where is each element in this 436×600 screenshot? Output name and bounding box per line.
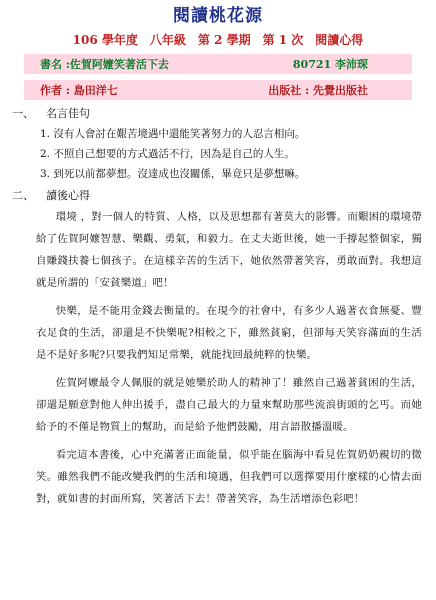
reflection-paragraph: 快樂，是不能用金錢去衡量的。在現今的社會中，有多少人過著衣食無憂、豐衣足食的生活，卻還是不快樂呢?相較之下，雖然貧窮，但卻每天笑容滿面的生活是不是好多呢?只要我們知足常樂，就能找回最純粹的快樂。 xyxy=(36,305,422,361)
reflection-paragraph: 看完這本書後，心中充滿著正面能量，似乎能在腦海中看見佐賀奶奶親切的微笑。雖然我們不能改變我們的生活和境遇，但我們可以選擇要用什麼樣的心情去面對，就如書的封面所寫，笑著活下去！帶著笑容，為生活增添色彩吧！ xyxy=(36,449,422,505)
section-number: 一、 xyxy=(12,107,34,120)
reflection-paragraph: 佐賀阿嬤最令人佩服的就是她樂於助人的精神了！雖然自己過著貧困的生活，卻還是願意對他人伸出援手，盡自己最大的力量來幫助那些流浪街頭的乞丐。而她給予的不僅是物質上的幫助，而是給予他們鼓勵，用言語散播溫暖。 xyxy=(36,377,422,433)
quote-item: 1. 沒有人會討在艱苦境遇中還能笑著努力的人忍言相向。 xyxy=(40,128,306,140)
book-title: 書名 :佐賀阿嬤笑著活下去 xyxy=(40,57,169,71)
author-name: 作者 : 島田洋七 xyxy=(40,83,118,97)
publisher-name: 出版社 : 先覺出版社 xyxy=(268,83,368,97)
section-title: 名言佳句 xyxy=(46,107,90,120)
page-title: 閱讀桃花源 xyxy=(173,6,263,26)
book-info-row xyxy=(24,54,412,74)
page-subtitle: 106 學年度 八年級 第 2 學期 第 1 次 閱讀心得 xyxy=(72,33,364,47)
section-heading-reflection xyxy=(10,188,426,204)
section-title: 讀後心得 xyxy=(46,189,90,202)
quote-list xyxy=(40,124,426,184)
reflection-paragraph: 環境 ，對一個人的特質、人格，以及思想都有著莫大的影響。而艱困的環境帶給了佐賀阿嬤智慧、樂觀、勇氣，和毅力。在丈夫逝世後，她一手撐起整個家，獨自賺錢扶養七個孩子。在這樣辛苦的生活下，她依然帶著笑容，勇敢面對。我想這就是所謂的「安貧樂道」吧！ xyxy=(36,211,422,289)
quote-item: 2. 不照自己想要的方式過活不行，因為是自己的人生。 xyxy=(40,148,295,160)
author-info-row xyxy=(24,80,412,100)
section-number: 二、 xyxy=(12,189,34,202)
section-heading-quotes xyxy=(10,106,426,122)
student-id-name: 80721 李沛琛 xyxy=(292,57,368,71)
quote-item: 3. 到死以前都夢想。沒達成也沒關係，畢竟只是夢想嘛。 xyxy=(40,168,306,180)
